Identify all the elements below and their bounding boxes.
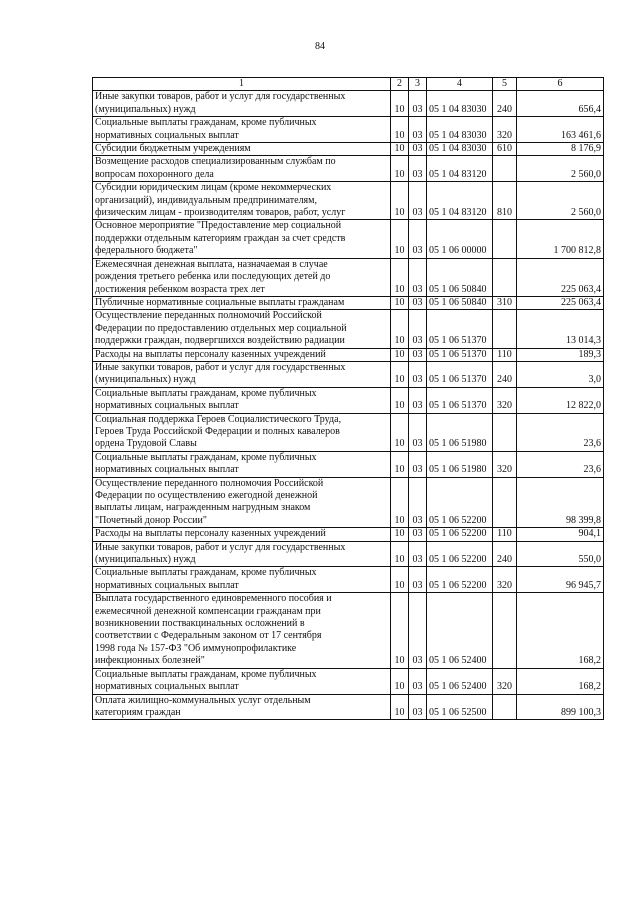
cell-target-item: 05 1 06 50840 <box>427 258 493 296</box>
header-cell-expense-type: 5 <box>493 78 517 91</box>
cell-expense-type <box>493 413 517 451</box>
table-row <box>93 156 604 182</box>
table-row <box>93 143 604 156</box>
cell-expense-type <box>493 477 517 528</box>
cell-name: Оплата жилищно-коммунальных услуг отдельным категориям граждан <box>93 694 391 720</box>
cell-subsection: 03 <box>409 541 427 567</box>
cell-target-item: 05 1 06 52500 <box>427 694 493 720</box>
cell-section: 10 <box>391 182 409 220</box>
cell-amount: 550,0 <box>517 541 604 567</box>
cell-amount: 225 063,4 <box>517 258 604 296</box>
cell-target-item: 05 1 06 51370 <box>427 348 493 361</box>
cell-target-item: 05 1 06 51980 <box>427 451 493 477</box>
cell-expense-type: 240 <box>493 361 517 387</box>
table-row <box>93 528 604 541</box>
cell-amount: 1 700 812,8 <box>517 220 604 258</box>
cell-name: Социальная поддержка Героев Социалистического Труда, Героев Труда Российской Федерации и полных кавалеров ордена Трудовой Славы <box>93 413 391 451</box>
cell-name: Субсидии юридическим лицам (кроме некоммерческих организаций), индивидуальным предпринимателям, физическим лицам - производителям товаров, работ, услуг <box>93 182 391 220</box>
cell-subsection: 03 <box>409 156 427 182</box>
table-row <box>93 593 604 668</box>
cell-amount: 2 560,0 <box>517 156 604 182</box>
cell-subsection: 03 <box>409 668 427 694</box>
cell-expense-type: 320 <box>493 668 517 694</box>
cell-target-item: 05 1 04 83120 <box>427 156 493 182</box>
table-row <box>93 694 604 720</box>
cell-name: Ежемесячная денежная выплата, назначаемая в случае рождения третьего ребенка или последующих детей до достижения ребенком возраста трех лет <box>93 258 391 296</box>
cell-name: Расходы на выплаты персоналу казенных учреждений <box>93 528 391 541</box>
cell-name: Осуществление переданного полномочия Российской Федерации по осуществлению ежегодной денежной выплаты лицам, награжденным нагрудным знаком "Почетный донор России" <box>93 477 391 528</box>
cell-target-item: 05 1 06 51370 <box>427 387 493 413</box>
cell-section: 10 <box>391 310 409 348</box>
cell-subsection: 03 <box>409 310 427 348</box>
cell-section: 10 <box>391 91 409 117</box>
cell-expense-type: 110 <box>493 528 517 541</box>
cell-target-item: 05 1 06 00000 <box>427 220 493 258</box>
cell-name: Иные закупки товаров, работ и услуг для государственных (муниципальных) нужд <box>93 541 391 567</box>
cell-amount: 163 461,6 <box>517 117 604 143</box>
cell-amount: 23,6 <box>517 451 604 477</box>
cell-name: Социальные выплаты гражданам, кроме публичных нормативных социальных выплат <box>93 387 391 413</box>
cell-expense-type: 240 <box>493 91 517 117</box>
cell-amount: 12 822,0 <box>517 387 604 413</box>
header-row <box>93 78 604 91</box>
cell-name: Субсидии бюджетным учреждениям <box>93 143 391 156</box>
cell-subsection: 03 <box>409 296 427 309</box>
cell-target-item: 05 1 06 52200 <box>427 541 493 567</box>
cell-amount: 3,0 <box>517 361 604 387</box>
table-row <box>93 220 604 258</box>
cell-subsection: 03 <box>409 348 427 361</box>
table-row <box>93 348 604 361</box>
cell-section: 10 <box>391 143 409 156</box>
cell-amount: 904,1 <box>517 528 604 541</box>
cell-expense-type <box>493 593 517 668</box>
cell-section: 10 <box>391 451 409 477</box>
table-row <box>93 567 604 593</box>
cell-expense-type: 320 <box>493 451 517 477</box>
table-row <box>93 91 604 117</box>
cell-amount: 168,2 <box>517 668 604 694</box>
cell-target-item: 05 1 04 83030 <box>427 143 493 156</box>
table-row <box>93 117 604 143</box>
cell-target-item: 05 1 04 83030 <box>427 91 493 117</box>
header-cell-amount: 6 <box>517 78 604 91</box>
cell-name: Иные закупки товаров, работ и услуг для государственных (муниципальных) нужд <box>93 361 391 387</box>
cell-target-item: 05 1 04 83120 <box>427 182 493 220</box>
cell-subsection: 03 <box>409 91 427 117</box>
cell-section: 10 <box>391 528 409 541</box>
cell-name: Социальные выплаты гражданам, кроме публичных нормативных социальных выплат <box>93 567 391 593</box>
cell-target-item: 05 1 06 52200 <box>427 567 493 593</box>
cell-expense-type: 610 <box>493 143 517 156</box>
cell-section: 10 <box>391 387 409 413</box>
header-cell-section: 2 <box>391 78 409 91</box>
cell-subsection: 03 <box>409 182 427 220</box>
cell-target-item: 05 1 06 52400 <box>427 593 493 668</box>
cell-subsection: 03 <box>409 413 427 451</box>
cell-name: Публичные нормативные социальные выплаты гражданам <box>93 296 391 309</box>
cell-expense-type: 110 <box>493 348 517 361</box>
cell-target-item: 05 1 06 50840 <box>427 296 493 309</box>
cell-subsection: 03 <box>409 567 427 593</box>
cell-subsection: 03 <box>409 117 427 143</box>
cell-expense-type: 240 <box>493 541 517 567</box>
cell-subsection: 03 <box>409 361 427 387</box>
header-cell-name: 1 <box>93 78 391 91</box>
cell-name: Иные закупки товаров, работ и услуг для государственных (муниципальных) нужд <box>93 91 391 117</box>
cell-name: Социальные выплаты гражданам, кроме публичных нормативных социальных выплат <box>93 668 391 694</box>
cell-name: Расходы на выплаты персоналу казенных учреждений <box>93 348 391 361</box>
table-row <box>93 361 604 387</box>
cell-section: 10 <box>391 117 409 143</box>
table-row <box>93 182 604 220</box>
cell-amount: 656,4 <box>517 91 604 117</box>
cell-section: 10 <box>391 296 409 309</box>
table-body <box>93 91 604 720</box>
cell-amount: 2 560,0 <box>517 182 604 220</box>
budget-table <box>92 77 604 720</box>
cell-amount: 98 399,8 <box>517 477 604 528</box>
table-row <box>93 310 604 348</box>
cell-section: 10 <box>391 694 409 720</box>
table-row <box>93 668 604 694</box>
cell-target-item: 05 1 06 51980 <box>427 413 493 451</box>
table-row <box>93 541 604 567</box>
cell-amount: 13 014,3 <box>517 310 604 348</box>
cell-subsection: 03 <box>409 143 427 156</box>
cell-expense-type <box>493 694 517 720</box>
cell-section: 10 <box>391 477 409 528</box>
cell-name: Выплата государственного единовременного пособия и ежемесячной денежной компенсации гражданам при возникновении поствакцинальных осложнений в соответствии с Федеральным законом от 17 сентября 1998 года № 157-ФЗ "Об иммунопрофилактике инфекционных болезней" <box>93 593 391 668</box>
cell-subsection: 03 <box>409 451 427 477</box>
cell-subsection: 03 <box>409 593 427 668</box>
table-row <box>93 413 604 451</box>
cell-expense-type: 320 <box>493 387 517 413</box>
cell-section: 10 <box>391 258 409 296</box>
cell-subsection: 03 <box>409 528 427 541</box>
cell-subsection: 03 <box>409 220 427 258</box>
cell-amount: 23,6 <box>517 413 604 451</box>
cell-section: 10 <box>391 541 409 567</box>
cell-name: Социальные выплаты гражданам, кроме публичных нормативных социальных выплат <box>93 451 391 477</box>
cell-section: 10 <box>391 156 409 182</box>
cell-target-item: 05 1 06 52200 <box>427 528 493 541</box>
cell-name: Возмещение расходов специализированным службам по вопросам похоронного дела <box>93 156 391 182</box>
cell-subsection: 03 <box>409 258 427 296</box>
cell-section: 10 <box>391 348 409 361</box>
header-cell-target-item: 4 <box>427 78 493 91</box>
cell-subsection: 03 <box>409 477 427 528</box>
table-row <box>93 451 604 477</box>
cell-expense-type <box>493 310 517 348</box>
cell-target-item: 05 1 06 51370 <box>427 310 493 348</box>
cell-amount: 225 063,4 <box>517 296 604 309</box>
page-number: 84 <box>315 41 325 52</box>
cell-subsection: 03 <box>409 694 427 720</box>
cell-section: 10 <box>391 361 409 387</box>
cell-target-item: 05 1 06 52400 <box>427 668 493 694</box>
cell-section: 10 <box>391 220 409 258</box>
header-cell-subsection: 3 <box>409 78 427 91</box>
table-row <box>93 258 604 296</box>
cell-amount: 8 176,9 <box>517 143 604 156</box>
cell-amount: 189,3 <box>517 348 604 361</box>
cell-target-item: 05 1 04 83030 <box>427 117 493 143</box>
cell-target-item: 05 1 06 52200 <box>427 477 493 528</box>
cell-expense-type: 320 <box>493 567 517 593</box>
cell-section: 10 <box>391 567 409 593</box>
cell-name: Осуществление переданных полномочий Российской Федерации по предоставлению отдельных мер социальной поддержки граждан, подвергшихся воздействию радиации <box>93 310 391 348</box>
table-header <box>93 78 604 91</box>
cell-expense-type <box>493 156 517 182</box>
cell-subsection: 03 <box>409 387 427 413</box>
table-row <box>93 387 604 413</box>
cell-section: 10 <box>391 413 409 451</box>
cell-amount: 168,2 <box>517 593 604 668</box>
table-row <box>93 296 604 309</box>
cell-section: 10 <box>391 668 409 694</box>
cell-amount: 899 100,3 <box>517 694 604 720</box>
cell-expense-type <box>493 258 517 296</box>
cell-expense-type: 810 <box>493 182 517 220</box>
cell-name: Основное мероприятие "Предоставление мер социальной поддержки отдельным категориям граждан за счет средств федерального бюджета" <box>93 220 391 258</box>
cell-target-item: 05 1 06 51370 <box>427 361 493 387</box>
table-row <box>93 477 604 528</box>
cell-expense-type <box>493 220 517 258</box>
cell-expense-type: 320 <box>493 117 517 143</box>
cell-amount: 96 945,7 <box>517 567 604 593</box>
cell-name: Социальные выплаты гражданам, кроме публичных нормативных социальных выплат <box>93 117 391 143</box>
cell-section: 10 <box>391 593 409 668</box>
cell-expense-type: 310 <box>493 296 517 309</box>
